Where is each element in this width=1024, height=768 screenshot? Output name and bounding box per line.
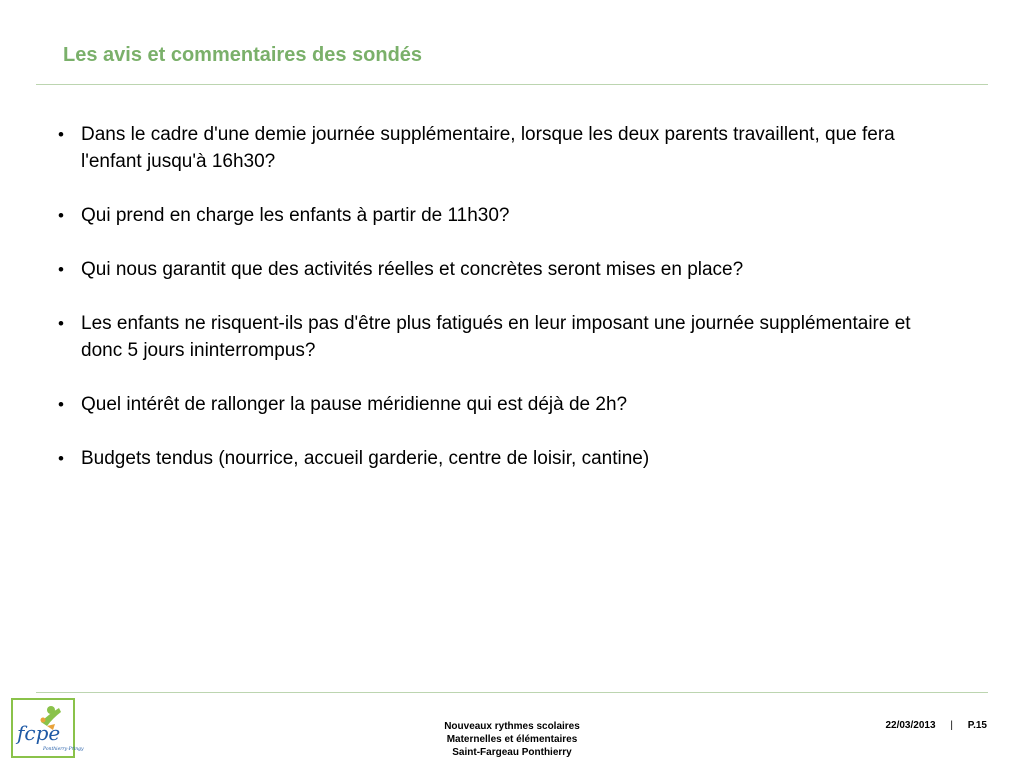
bullet-item [58,121,938,175]
bullet-text: Qui prend en charge les enfants à partir de 11h30? [81,205,510,226]
bullet-dot: • [58,260,64,279]
footer-line: Nouveaux rythmes scolaires [444,721,580,732]
footer-date: 22/03/2013 [885,720,936,731]
bullet-dot: • [58,314,64,333]
footer-meta [885,720,987,731]
bullet-list [58,121,938,499]
footer-line: Maternelles et élémentaires [446,734,578,745]
bullet-text: Budgets tendus (nourrice, accueil garderie, centre de loisir, cantine) [81,448,650,469]
bullet-text: Qui nous garantit que des activités réelles et concrètes seront mises en place? [81,259,744,280]
footer-divider [36,692,988,693]
bullet-item [58,391,938,418]
logo-text: fcpe [17,721,61,745]
footer-caption [412,720,612,759]
footer-line: Saint-Fargeau Ponthierry [452,747,572,758]
slide-title: Les avis et commentaires des sondés [63,44,423,66]
bullet-text: Les enfants ne risquent-ils pas d'être plus fatigués en leur imposant une journée supplémentaire et donc 5 jours ininterrompus? [81,313,911,361]
bullet-dot: • [58,449,64,468]
bullet-dot: • [58,395,64,414]
title-divider [36,84,988,85]
bullet-text: Dans le cadre d'une demie journée supplémentaire, lorsque les deux parents travaillent, que fera l'enfant jusqu'à 16h30? [81,124,895,172]
page-number: P.15 [967,720,987,731]
bullet-item [58,202,938,229]
bullet-dot: • [58,206,64,225]
fcpe-logo [11,698,84,758]
bullet-dot: • [58,125,64,144]
logo-subtext: Ponthierry-Pringy [43,747,84,752]
bullet-item [58,256,938,283]
footer-separator: | [950,720,953,731]
fcpe-logo-icon [13,700,84,756]
bullet-item [58,310,938,364]
bullet-item [58,445,938,472]
bullet-text: Quel intérêt de rallonger la pause méridienne qui est déjà de 2h? [81,394,628,415]
